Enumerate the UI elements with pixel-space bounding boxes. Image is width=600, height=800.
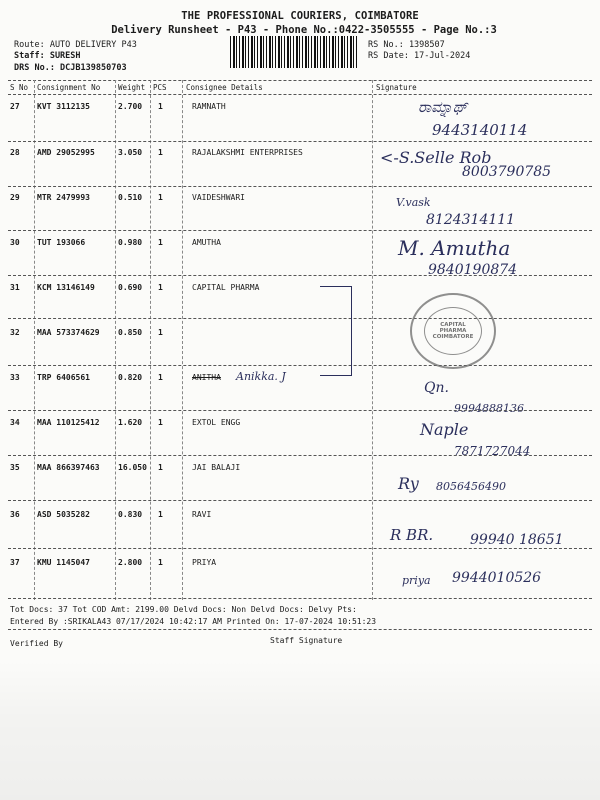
stamp-text: CAPITAL PHARMA COIMBATORE	[424, 307, 482, 355]
signature-phone: 7871727044	[454, 444, 531, 458]
row-consignment: KMU 1145047	[37, 558, 90, 567]
col-consignment: Consignment No	[37, 83, 101, 92]
company-title: THE PROFESSIONAL COURIERS, COIMBATORE	[181, 10, 419, 22]
row-sno: 29	[10, 193, 20, 202]
row-weight: 2.800	[118, 558, 143, 567]
row-sno: 36	[10, 510, 20, 519]
row-rule	[8, 275, 592, 276]
row-pcs: 1	[158, 148, 163, 157]
row-pcs: 1	[158, 102, 163, 111]
row-sno: 37	[10, 558, 20, 567]
rs-number: RS No.: 1398507	[368, 40, 445, 50]
row-consignee: CAPITAL PHARMA	[192, 283, 260, 292]
row-pcs: 1	[158, 193, 163, 202]
handwritten-bracket	[320, 286, 352, 376]
page-shadow	[0, 660, 600, 800]
row-consignment: TRP 6406561	[37, 373, 90, 382]
row-sno: 31	[10, 283, 20, 292]
row-weight: 0.510	[118, 193, 143, 202]
signature-phone: 9994888136	[454, 402, 524, 415]
row-rule	[8, 186, 592, 187]
row-rule	[8, 410, 592, 411]
company-stamp	[410, 293, 496, 369]
signature-name: Ry	[398, 474, 419, 493]
row-sno: 35	[10, 463, 20, 472]
row-consignment: KCM 13146149	[37, 283, 95, 292]
col-pcs: PCS	[153, 83, 167, 92]
column-rule	[34, 80, 35, 600]
row-consignment: ASD 5035282	[37, 510, 90, 519]
drs-number: DRS No.: DCJB139850703	[14, 63, 127, 73]
row-consignment: MAA 573374629	[37, 328, 100, 337]
row-consignee: JAI BALAJI	[192, 463, 241, 472]
row-rule	[8, 500, 592, 501]
row-sno: 32	[10, 328, 20, 337]
row-consignee: RAJALAKSHMI ENTERPRISES	[192, 148, 303, 157]
row-consignee: AMUTHA	[192, 238, 221, 247]
barcode	[230, 36, 358, 68]
signature-phone: 99940 18651	[470, 532, 564, 548]
entered-by-line: Entered By :SRIKALA43 07/17/2024 10:42:17 AM Printed On: 17-07-2024 10:51:23	[10, 617, 377, 626]
signature-phone: 9944010526	[452, 570, 542, 586]
signature-name: <-S.Selle Rob	[380, 148, 492, 167]
row-rule	[8, 230, 592, 231]
route-label: Route: AUTO DELIVERY P43	[14, 40, 137, 50]
column-rule	[372, 80, 373, 600]
row-sno: 34	[10, 418, 20, 427]
row-consignee: PRIYA	[192, 558, 217, 567]
col-weight: Weight	[118, 83, 146, 92]
signature-phone: 8003790785	[462, 164, 552, 180]
row-sno: 33	[10, 373, 20, 382]
signature-name: R BR.	[390, 526, 434, 544]
row-weight: 0.690	[118, 283, 143, 292]
row-weight: 3.050	[118, 148, 143, 157]
signature-name: Naple	[420, 420, 469, 439]
row-pcs: 1	[158, 558, 163, 567]
column-rule	[150, 80, 151, 600]
row-pcs: 1	[158, 418, 163, 427]
row-weight: 0.820	[118, 373, 143, 382]
row-consignment: AMD 29052995	[37, 148, 95, 157]
row-weight: 0.830	[118, 510, 143, 519]
row-consignment: MAA 110125412	[37, 418, 100, 427]
row-rule	[8, 318, 592, 319]
col-signature: Signature	[376, 83, 417, 92]
signature-phone: 8124314111	[426, 212, 516, 228]
row-rule	[8, 365, 592, 366]
signature-phone: 9840190874	[428, 262, 518, 278]
row-consignee: RAMNATH	[192, 102, 226, 111]
row-consignment: MTR 2479993	[37, 193, 90, 202]
row-rule	[8, 548, 592, 549]
totals-line: Tot Docs: 37 Tot COD Amt: 2199.00 Delvd Docs: Non Delvd Docs: Delvy Pts:	[10, 605, 357, 614]
header-bottom-rule	[8, 94, 592, 95]
signature-name: Qn.	[424, 380, 449, 396]
consignee-handwritten-note: Anikka. J	[236, 370, 286, 383]
header-top-rule	[8, 80, 592, 81]
row-consignment: MAA 866397463	[37, 463, 100, 472]
row-consignee: VAIDESHWARI	[192, 193, 245, 202]
row-weight: 0.850	[118, 328, 143, 337]
column-rule	[115, 80, 116, 600]
row-consignee: EXTOL ENGG	[192, 418, 241, 427]
signature-name: V.vask	[396, 196, 431, 209]
col-sno: S No	[10, 83, 29, 92]
row-sno: 30	[10, 238, 20, 247]
staff-label: Staff: SURESH	[14, 51, 81, 61]
row-consignment: KVT 3112135	[37, 102, 90, 111]
row-consignment: TUT 193066	[37, 238, 86, 247]
row-pcs: 1	[158, 238, 163, 247]
row-weight: 16.050	[118, 463, 147, 472]
signature-phone: 8056456490	[436, 480, 506, 493]
row-sno: 27	[10, 102, 20, 111]
column-rule	[182, 80, 183, 600]
rs-date: RS Date: 17-Jul-2024	[368, 51, 471, 61]
row-sno: 28	[10, 148, 20, 157]
row-pcs: 1	[158, 510, 163, 519]
staff-signature-label: Staff Signature	[270, 636, 343, 645]
row-rule	[8, 455, 592, 456]
signature-name: ರಾಮ್ನಾಥ್	[418, 98, 468, 116]
runsheet-subtitle: Delivery Runsheet - P43 - Phone No.:0422-3505555 - Page No.:3	[111, 24, 497, 36]
row-pcs: 1	[158, 328, 163, 337]
col-consignee: Consignee Details	[186, 83, 263, 92]
verified-by-label: Verified By	[10, 639, 63, 648]
signature-name: M. Amutha	[398, 236, 511, 260]
signature-phone: 9443140114	[432, 121, 528, 139]
row-consignee: RAVI	[192, 510, 212, 519]
signature-name: priya	[402, 574, 431, 587]
row-pcs: 1	[158, 283, 163, 292]
row-pcs: 1	[158, 463, 163, 472]
row-rule	[8, 141, 592, 142]
row-pcs: 1	[158, 373, 163, 382]
row-consignee: ANITHA	[192, 373, 221, 382]
footer-rule	[8, 629, 592, 630]
table-bottom-rule	[8, 598, 592, 599]
row-weight: 1.620	[118, 418, 143, 427]
row-weight: 2.700	[118, 102, 143, 111]
row-weight: 0.980	[118, 238, 143, 247]
